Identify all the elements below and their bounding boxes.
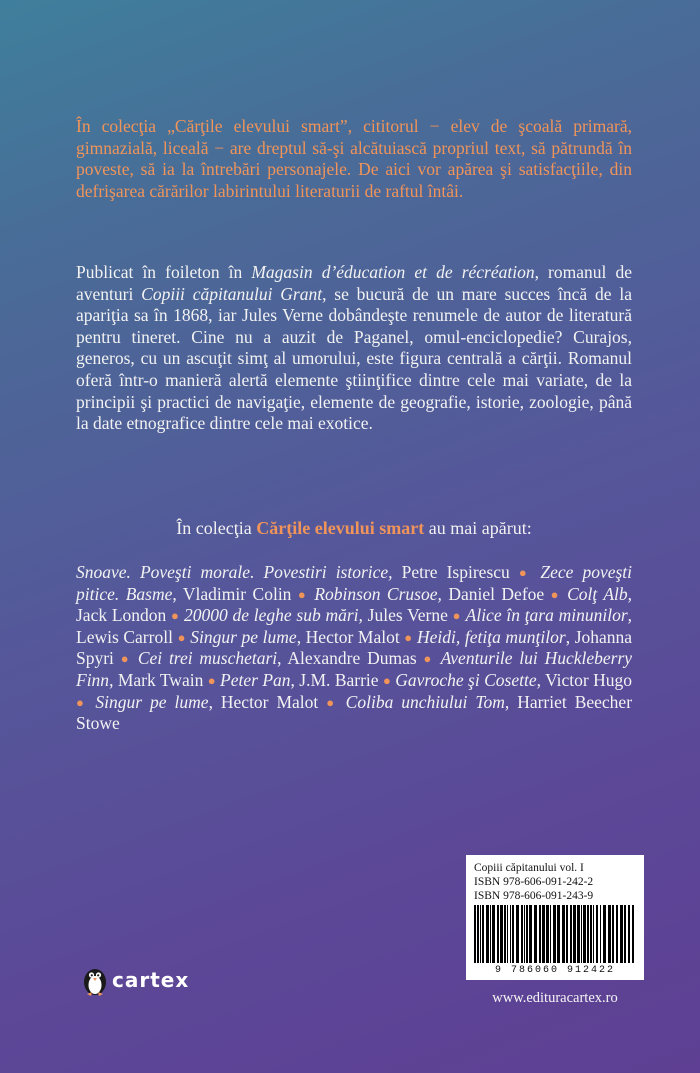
isbn-info xyxy=(474,861,593,903)
book-title: Aventurile lui Huckleberry Finn xyxy=(76,648,633,690)
book-title: Colţ Alb xyxy=(567,583,628,604)
magazine-title: Magasin d’éducation et de récréation xyxy=(251,262,535,282)
book-author: , Jack London xyxy=(76,583,633,626)
barcode-bar xyxy=(616,905,618,963)
orange-dot-icon: ● xyxy=(177,629,186,645)
book-title: Cei trei muschetari xyxy=(137,648,278,669)
barcode-bar xyxy=(486,905,489,963)
orange-dot-icon: ● xyxy=(423,651,434,667)
publisher-name: cartex xyxy=(112,968,190,992)
penguin-logo-icon xyxy=(80,963,110,997)
barcode-icon xyxy=(472,905,638,963)
book-title: Peter Pan xyxy=(220,669,291,690)
barcode-bar xyxy=(477,905,479,963)
book-title: Snoave. Poveşti morale. Povestiri istorice, xyxy=(76,562,393,582)
book-title: Alice în ţara minunilor xyxy=(465,605,628,626)
barcode-bar xyxy=(620,905,623,963)
book-author: , Harriet Beecher Stowe xyxy=(76,691,633,734)
book-title: Zece poveşti pitice. Basme xyxy=(76,562,633,604)
barcode-bar xyxy=(600,905,601,963)
book-title: Singur pe lume xyxy=(95,691,209,712)
barcode-bar xyxy=(542,905,545,963)
barcode-bar xyxy=(587,905,589,963)
barcode-bar xyxy=(557,905,560,963)
barcode-bar xyxy=(566,905,568,963)
volume-title: Copiii căpitanului vol. I xyxy=(474,862,584,874)
book-title: 20000 de leghe sub mări, xyxy=(184,605,363,626)
book-title: Heidi, fetiţa munţilor xyxy=(417,626,566,647)
description-paragraph xyxy=(76,262,632,435)
barcode-bar xyxy=(500,905,503,963)
book-author: , Alexandre Dumas xyxy=(277,648,417,669)
barcode-bar xyxy=(628,905,630,963)
barcode-bar xyxy=(490,905,491,963)
barcode-bar xyxy=(507,905,508,963)
barcode-bar xyxy=(474,905,476,963)
book-list xyxy=(76,562,632,735)
barcode-bar xyxy=(539,905,541,963)
barcode-bar xyxy=(612,905,614,963)
isbn-box xyxy=(466,855,644,980)
orange-dot-icon: ● xyxy=(76,694,88,710)
book-author: , Lewis Carroll xyxy=(76,605,633,647)
book-title: Gavroche şi Cosette, xyxy=(395,669,541,690)
publisher-website[interactable]: www.edituracartex.ro xyxy=(492,990,618,1006)
orange-dot-icon: ● xyxy=(297,586,308,602)
book-author: , Hector Malot xyxy=(208,691,319,712)
barcode-bar xyxy=(510,905,511,963)
barcode-bar xyxy=(577,905,580,963)
collection-name: Cărţile elevului smart xyxy=(256,518,425,538)
barcode-bar xyxy=(521,905,523,963)
orange-dot-icon: ● xyxy=(326,694,338,710)
orange-dot-icon: ● xyxy=(207,672,216,688)
orange-dot-icon: ● xyxy=(550,586,561,602)
barcode-bar xyxy=(562,905,565,963)
barcode-bar xyxy=(570,905,572,963)
barcode-bar xyxy=(590,905,592,963)
intro-paragraph: În colecţia „Cărţile elevului smart”, cititorul − elev de şcoală primară, gimnazială, liceală − are dreptul să-şi alcătuiască propriul text, să pătrundă în poveste, să ia la întrebări personajele. De aici vor apărea şi satisfacţiile, din defrişarea cărărilor labirintului literaturii de raftul întâi. xyxy=(76,116,632,201)
book-author: , Hector Malot xyxy=(296,626,400,647)
barcode-bar xyxy=(492,905,495,963)
barcode-bar xyxy=(497,905,499,963)
orange-dot-icon: ● xyxy=(171,608,180,624)
orange-dot-icon: ● xyxy=(518,565,532,580)
book-author: , Johanna Spyri xyxy=(76,626,633,669)
barcode-bar xyxy=(603,905,606,963)
barcode-bar xyxy=(480,905,481,963)
barcode-bar xyxy=(524,905,525,963)
isbn-1: ISBN 978-606-091-242-2 xyxy=(474,876,594,888)
barcode-bar xyxy=(553,905,556,963)
orange-dot-icon: ● xyxy=(404,629,413,645)
barcode-bar xyxy=(526,905,528,963)
barcode-bar xyxy=(593,905,594,963)
barcode-bar xyxy=(550,905,551,963)
publisher-logo xyxy=(80,960,189,1000)
description-text-2: , romanul de aventuri xyxy=(76,262,632,304)
book-author: Daniel Defoe xyxy=(448,583,545,604)
book-title: Coliba unchiului Tom xyxy=(345,691,505,712)
collection-heading: În colecţia Cărţile elevului smart au mai apărut: xyxy=(176,518,532,538)
orange-dot-icon: ● xyxy=(452,608,461,624)
barcode-bar xyxy=(608,905,611,963)
barcode-bar xyxy=(624,905,626,963)
book-author: , Mark Twain xyxy=(109,669,204,690)
book-title: Singur pe lume xyxy=(190,626,297,647)
barcode-bar xyxy=(534,905,537,963)
barcode-bar xyxy=(583,905,586,963)
book-title: Robinson Crusoe, xyxy=(314,583,442,604)
isbn-2: ISBN 978-606-091-243-9 xyxy=(474,890,594,902)
barcode-bar xyxy=(529,905,532,963)
book-author: Jules Verne xyxy=(367,605,448,626)
barcode-bar xyxy=(596,905,598,963)
barcode-bar xyxy=(573,905,576,963)
barcode-bar xyxy=(504,905,506,963)
book-author: Victor Hugo xyxy=(545,669,633,690)
book-author: Petre Ispirescu xyxy=(401,562,510,582)
barcode-bar xyxy=(516,905,519,963)
book-author: , J.M. Barrie xyxy=(290,669,379,690)
orange-dot-icon: ● xyxy=(382,672,391,688)
book-author: , Vladimir Colin xyxy=(172,583,292,604)
barcode-bar xyxy=(546,905,549,963)
barcode-digits: 9 786060 912422 xyxy=(494,965,615,976)
orange-dot-icon: ● xyxy=(120,651,132,667)
barcode-bar xyxy=(632,905,634,963)
barcode-bar xyxy=(581,905,582,963)
description-text-3: , se bucură de un mare succes încă de la apariţia sa în 1868, iar Jules Verne dobândeşte renumele de autor de literatură pentru tineret. Cine nu a auzit de Paganel, omul-enciclopedie? Curajos, generos, cu un ascuţit simţ al umorului, este figura centrală a cărţii. Romanul oferă într-o manieră alertă elemente ştiinţifice dintre cele mai variate, de la principii şi practici de navigaţie, elemente de geografie, istorie, zoologie, până la date etnografice dintre cele mai exotice. xyxy=(76,283,632,434)
novel-title: Copiii căpitanului Grant xyxy=(141,283,323,304)
description-text-1: Publicat în foileton în xyxy=(76,262,252,282)
barcode-bar xyxy=(512,905,514,963)
barcode-bar xyxy=(482,905,484,963)
